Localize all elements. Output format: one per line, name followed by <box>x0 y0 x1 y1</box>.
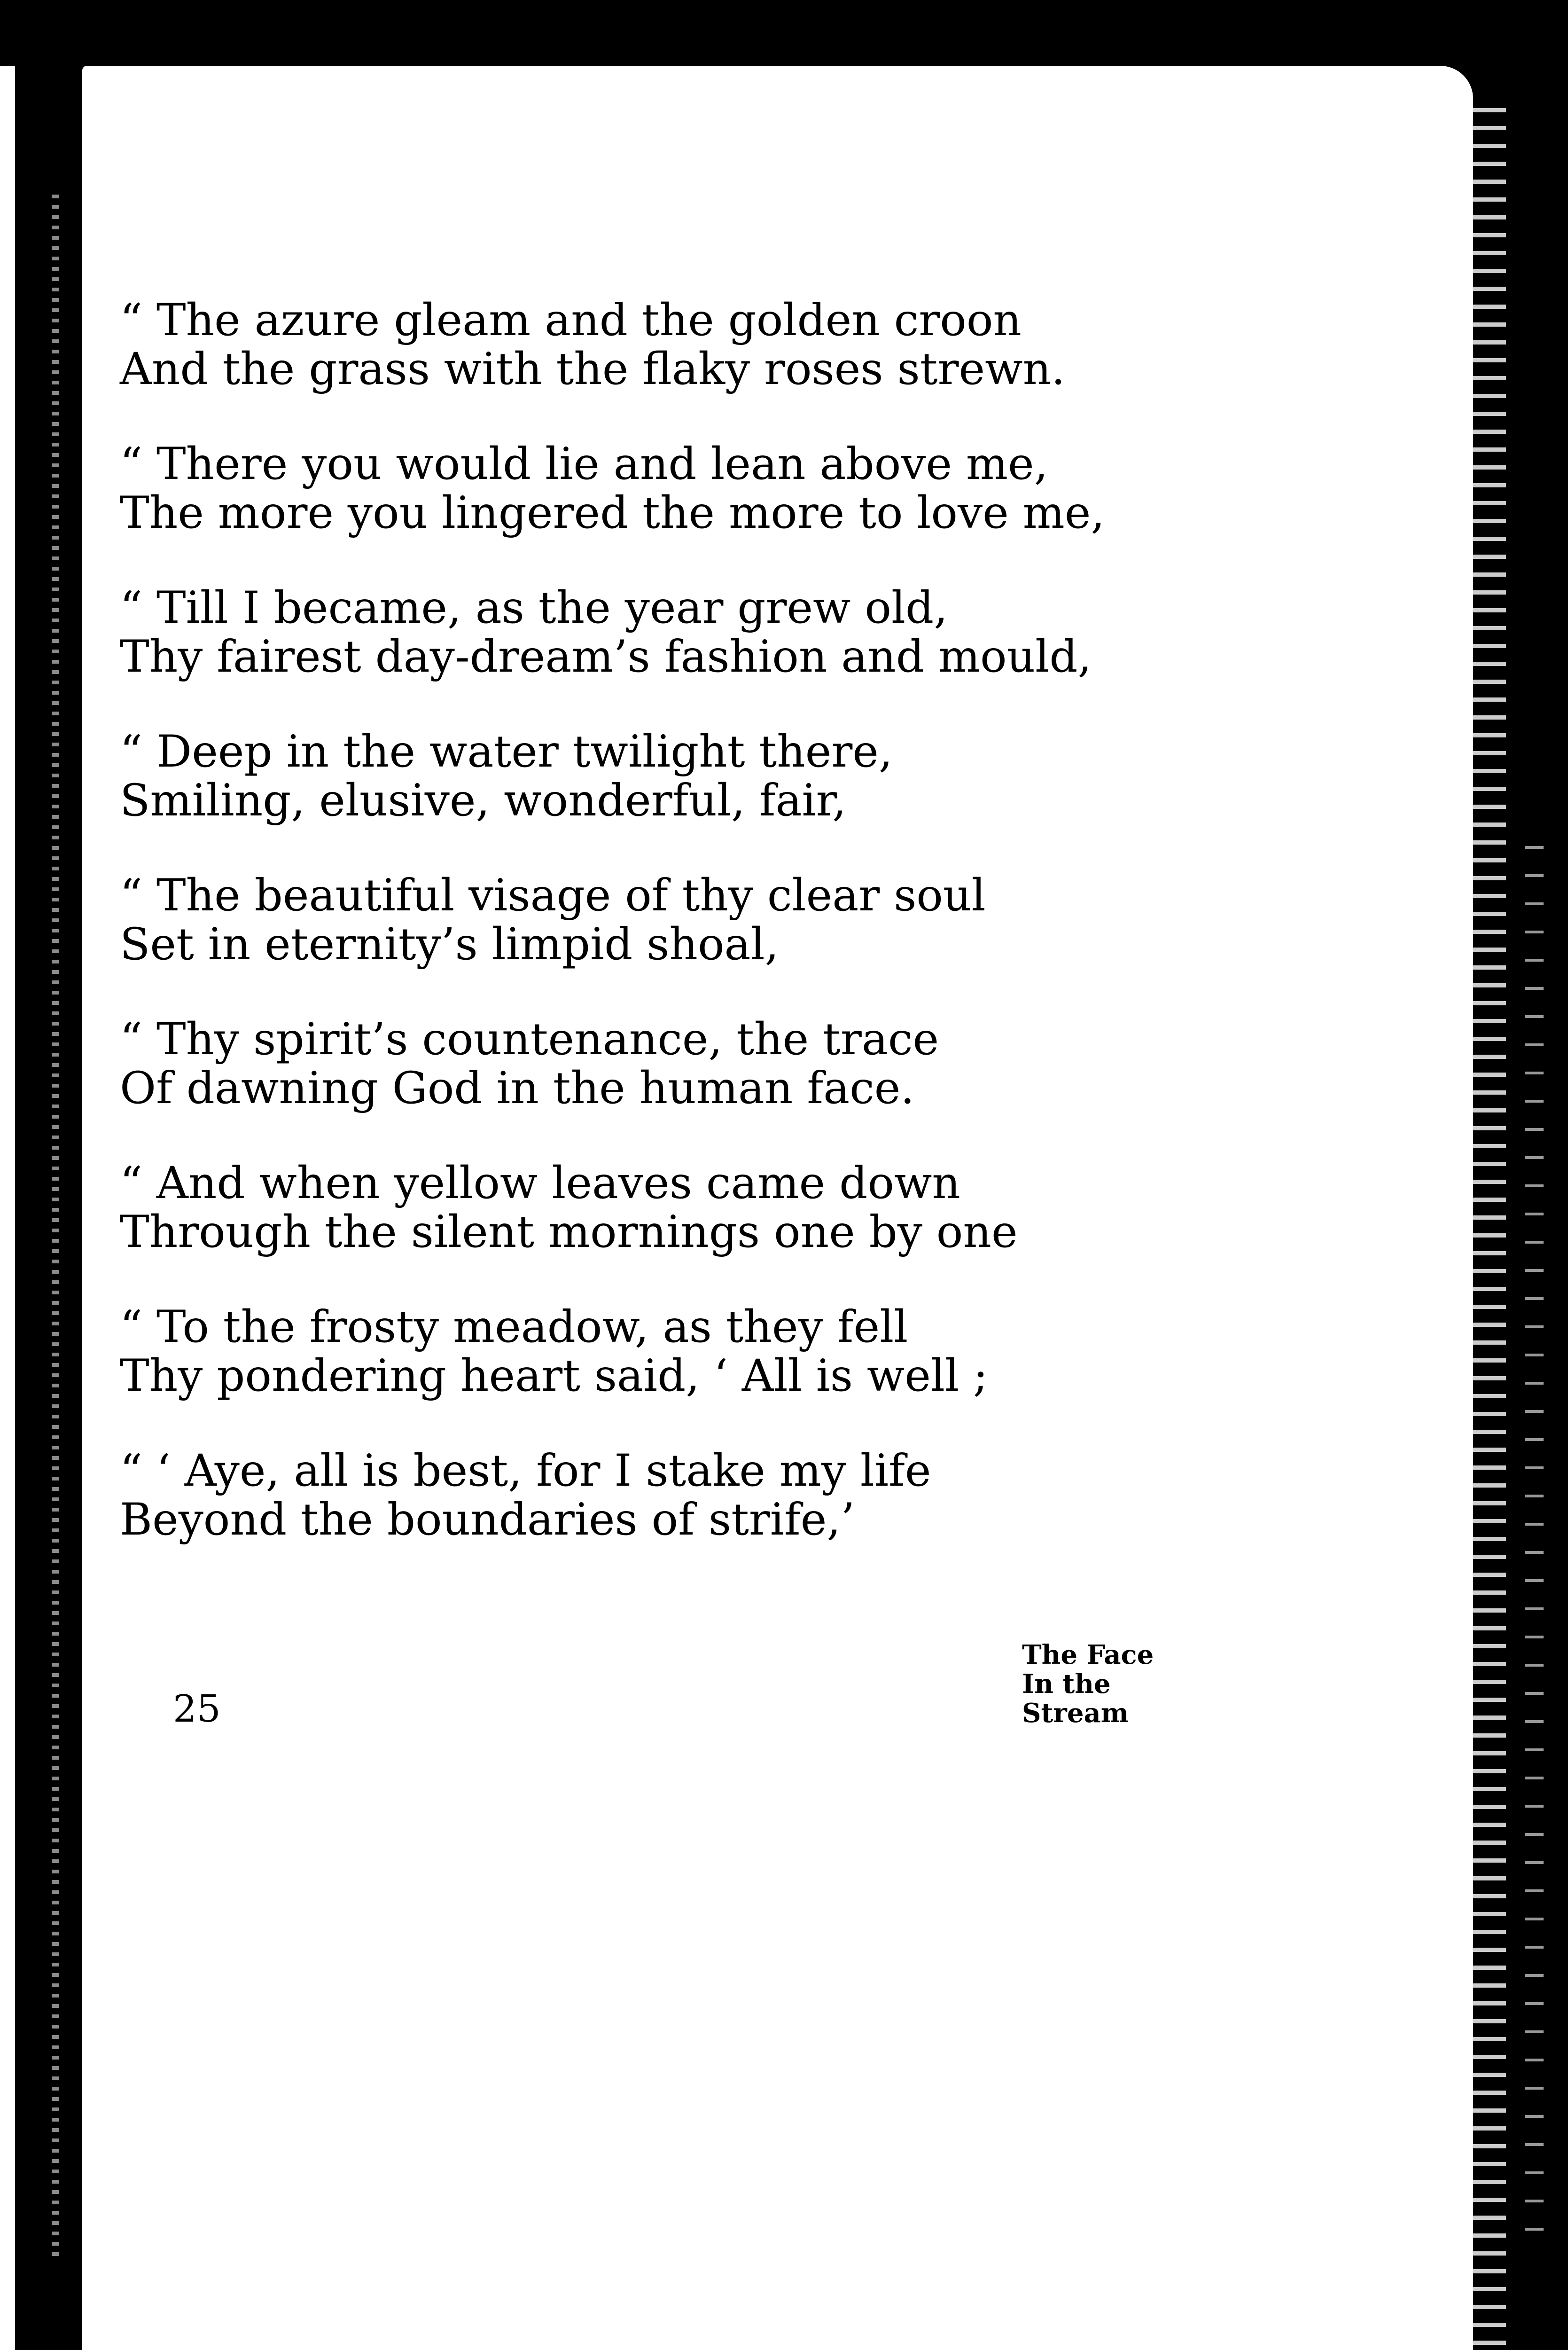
poem-line: The more you lingered the more to love me, <box>120 487 1105 539</box>
poem-line: “ Till I became, as the year grew old, <box>120 582 948 634</box>
poem-line: “ And when yellow leaves came down <box>120 1158 960 1209</box>
page-number: 25 <box>173 1687 221 1731</box>
running-title-line: Stream <box>1022 1698 1129 1729</box>
stanza <box>120 296 1295 394</box>
right-page-edge <box>1473 108 1506 2350</box>
binding-edge <box>52 188 59 2256</box>
running-title-line: The Face <box>1022 1639 1154 1670</box>
stanza <box>120 871 1295 969</box>
running-title-line: In the <box>1022 1668 1111 1700</box>
poem-line: Smiling, elusive, wonderful, fair, <box>120 775 847 826</box>
poem-line: Set in eternity’s limpid shoal, <box>120 919 779 970</box>
running-title <box>1022 1640 1154 1728</box>
poem-body <box>120 296 1295 1590</box>
poem-line: Of dawning God in the human face. <box>120 1063 915 1114</box>
poem-line: Thy pondering heart said, ‘ All is well ; <box>120 1350 988 1402</box>
poem-line: And the grass with the flaky roses strewn. <box>120 344 1066 395</box>
stanza <box>120 1447 1295 1544</box>
right-page-edge-shadow <box>1525 846 1544 2256</box>
poem-line: “ The beautiful visage of thy clear soul <box>120 870 986 921</box>
poem-line: Beyond the boundaries of strife,’ <box>120 1494 855 1545</box>
stanza <box>120 584 1295 682</box>
stanza <box>120 728 1295 825</box>
stanza <box>120 440 1295 538</box>
poem-line: “ Deep in the water twilight there, <box>120 726 893 777</box>
poem-line: “ ‘ Aye, all is best, for I stake my life <box>120 1445 931 1496</box>
stanza <box>120 1159 1295 1257</box>
stanza <box>120 1303 1295 1401</box>
poem-line: Through the silent mornings one by one <box>120 1206 1018 1258</box>
poem-line: “ There you would lie and lean above me, <box>120 439 1048 490</box>
poem-line: “ The azure gleam and the golden croon <box>120 295 1022 346</box>
stanza <box>120 1015 1295 1113</box>
poem-line: Thy fairest day-dream’s fashion and mould, <box>120 631 1092 682</box>
poem-line: “ Thy spirit’s countenance, the trace <box>120 1014 939 1065</box>
left-page-edge <box>0 66 15 2350</box>
poem-line: “ To the frosty meadow, as they fell <box>120 1301 908 1353</box>
